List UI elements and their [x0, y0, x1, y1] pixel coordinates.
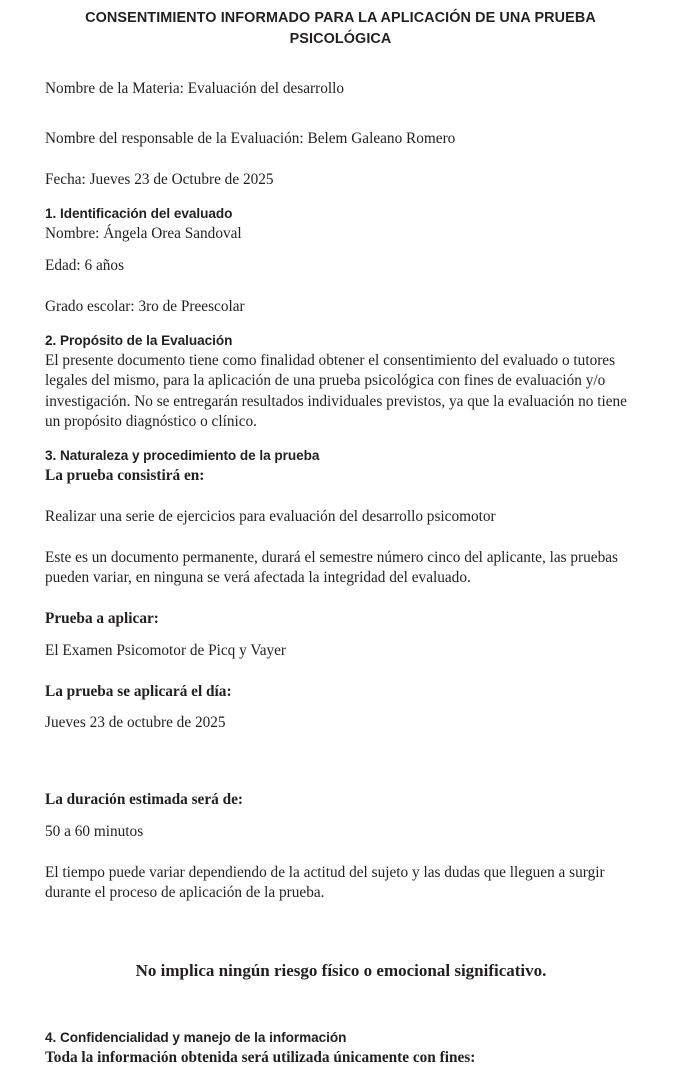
test-consists-label: La prueba consistirá en:	[45, 467, 205, 484]
duration-value: 50 a 60 minutos	[45, 822, 144, 840]
spacer-after-evaluee-name	[45, 245, 637, 256]
test-to-apply-name: El Examen Psicomotor de Picq y Vayer	[45, 641, 287, 659]
spacer-after-consists-body	[45, 537, 637, 548]
spacer-after-consists-label	[45, 487, 637, 507]
confidentiality-intro-label: Toda la información obtenida será utilizada únicamente con fines:	[45, 1049, 476, 1066]
page-title-line-2: PSICOLÓGICA	[289, 31, 392, 47]
document-body	[0, 79, 681, 1069]
evaluee-grade-line: Grado escolar: 3ro de Preescolar	[45, 297, 245, 315]
spacer-after-subject	[45, 109, 637, 129]
application-date-label: La prueba se aplicará el día:	[45, 682, 232, 700]
section-heading-purpose: 2. Propósito de la Evaluación	[45, 332, 233, 348]
spacer-after-test-label	[45, 630, 637, 641]
section-heading-confidentiality: 4. Confidencialidad y manejo de la información	[45, 1030, 347, 1045]
test-to-apply-label: Prueba a aplicar:	[45, 610, 159, 627]
page-title-line-1: CONSENTIMIENTO INFORMADO PARA LA APLICACIÓN DE UNA PRUEBA	[85, 10, 596, 26]
spacer-after-responsible	[45, 159, 637, 170]
spacer-after-test-name	[45, 671, 637, 682]
section-heading-nature: 3. Naturaleza y procedimiento de la prueba	[45, 448, 320, 463]
evaluee-age-line: Edad: 6 años	[45, 256, 125, 274]
test-consists-body: Realizar una serie de ejercicios para evaluación del desarrollo psicomotor	[45, 507, 496, 525]
page-title	[0, 0, 681, 50]
date-line: Fecha: Jueves 23 de Octubre de 2025	[45, 171, 274, 188]
purpose-body: El presente documento tiene como finalidad obtener el consentimiento del evaluado o tutores legales del mismo, para la aplicación de una prueba psicológica con fines de evaluación y/o investigación. No se entregarán resultados individuales previstos, ya que la evaluación no tiene un propósito diagnóstico o clínico.	[45, 351, 627, 430]
spacer-before-duration	[45, 743, 637, 790]
title-spacer	[0, 50, 681, 79]
spacer-after-date-label	[45, 702, 637, 713]
duration-note: El tiempo puede variar dependiendo de la actitud del sujeto y las dudas que lleguen a surgir durante el proceso de aplicación de la prueba.	[45, 863, 605, 901]
spacer-after-duration-label	[45, 811, 637, 822]
permanence-body: Este es un documento permanente, durará el semestre número cinco del aplicante, las pruebas pueden variar, en ninguna se verá afectada la integridad del evaluado.	[45, 548, 618, 586]
risk-statement: No implica ningún riesgo físico o emocional significativo.	[135, 961, 547, 980]
responsible-line: Nombre del responsable de la Evaluación: Belem Galeano Romero	[45, 130, 456, 147]
section-heading-identification: 1. Identificación del evaluado	[45, 206, 233, 221]
spacer-before-confidentiality	[45, 982, 637, 1029]
spacer-after-permanence	[45, 598, 637, 609]
spacer-after-duration-value	[45, 852, 637, 863]
evaluee-name-line: Nombre: Ángela Orea Sandoval	[45, 225, 242, 242]
subject-line: Nombre de la Materia: Evaluación del desarrollo	[45, 80, 345, 97]
spacer-before-risk-statement	[45, 913, 637, 960]
application-date-value: Jueves 23 de octubre de 2025	[45, 714, 226, 731]
duration-label: La duración estimada será de:	[45, 791, 244, 808]
spacer-after-evaluee-age	[45, 286, 637, 297]
